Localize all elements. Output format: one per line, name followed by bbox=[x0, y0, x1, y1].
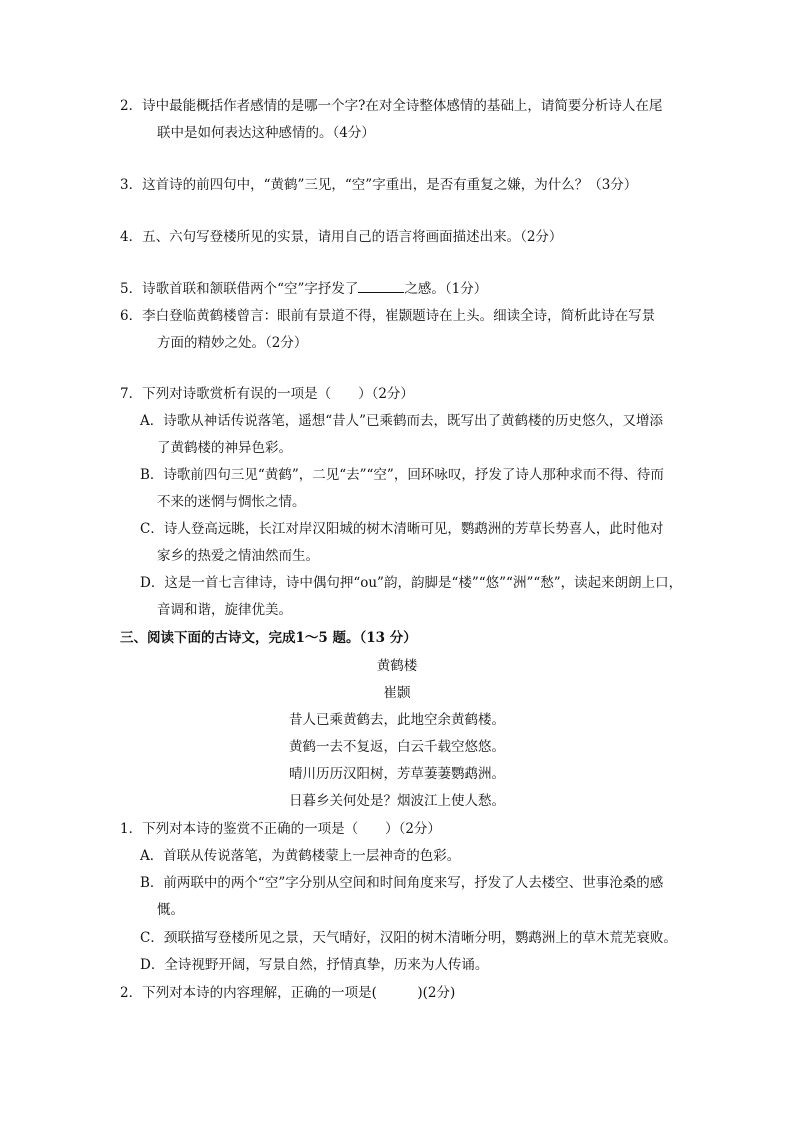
fill-in-blank bbox=[358, 280, 404, 293]
section-3-question-1-option-a: A．首联从传说落笔，为黄鹤楼蒙上一层神奇的色彩。 bbox=[140, 848, 461, 864]
section-3-question-1-option-c: C．颈联描写登楼所见之景，天气晴好，汉阳的树木清晰分明，鹦鹉洲上的草木荒芜衰败。 bbox=[140, 930, 677, 946]
question-7-stem: 7．下列对诗歌赏析有误的一项是（ ）（2分） bbox=[120, 386, 414, 402]
section-3-question-1-option-b-line-2: 慨。 bbox=[157, 902, 184, 918]
section-3-question-1-stem: 1．下列对本诗的鉴赏不正确的一项是（ ）（2分） bbox=[120, 821, 441, 837]
question-7-option-c-line-1: C．诗人登高远眺，长江对岸汉阳城的树木清晰可见，鹦鹉洲的芳草长势喜人，此时他对 bbox=[140, 521, 664, 537]
question-3: 3．这首诗的前四句中，“黄鹤”三见，“空”字重出，是否有重复之嫌，为什么？（3分） bbox=[120, 177, 638, 193]
section-3-question-2-stem: 2．下列对本诗的内容理解，正确的一项是( )(2分) bbox=[120, 985, 456, 1001]
question-4: 4．五、六句写登楼所见的实景，请用自己的语言将画面描述出来。（2分） bbox=[120, 229, 563, 245]
poem-line-3: 晴川历历汉阳树，芳草萋萋鹦鹉洲。 bbox=[289, 766, 505, 782]
question-7-option-c-line-2: 家乡的热爱之情油然而生。 bbox=[157, 548, 319, 564]
question-7-option-a-line-2: 了黄鹤楼的神异色彩。 bbox=[157, 440, 292, 456]
section-3-heading: 三、阅读下面的古诗文，完成1～5 题。（13 分） bbox=[120, 630, 417, 646]
question-5-before: 5．诗歌首联和颔联借两个“空”字抒发了 bbox=[120, 281, 359, 297]
question-5 bbox=[120, 280, 487, 298]
section-3-question-1-option-b-line-1: B．前两联中的两个“空”字分别从空间和时间角度来写，抒发了人去楼空、世事沧桑的感 bbox=[140, 875, 664, 891]
question-6-line-1: 6．李白登临黄鹤楼曾言：眼前有景道不得，崔颢题诗在上头。细读全诗，简析此诗在写景 bbox=[120, 308, 656, 324]
poem-line-4: 日暮乡关何处是？烟波江上使人愁。 bbox=[289, 793, 505, 809]
poem-line-2: 黄鹤一去不复返，白云千载空悠悠。 bbox=[289, 739, 505, 755]
question-7-option-d-line-1: D．这是一首七言律诗，诗中偶句押“ou”韵，韵脚是“楼”“悠”“洲”“愁”，读起来朗朗上口， bbox=[140, 575, 683, 591]
poem-line-1: 昔人已乘黄鹤去，此地空余黄鹤楼。 bbox=[289, 712, 505, 728]
question-7-option-a-line-1: A．诗歌从神话传说落笔，遥想“昔人”已乘鹤而去，既写出了黄鹤楼的历史悠久，又增添 bbox=[140, 413, 664, 429]
question-2-line-2: 联中是如何表达这种感情的。（4分） bbox=[157, 125, 375, 141]
poem-author: 崔颢 bbox=[383, 685, 411, 701]
question-7-option-b-line-1: B．诗歌前四句三见“黄鹤”，二见“去”“空”，回环咏叹，抒发了诗人那种求而不得、待而 bbox=[140, 467, 664, 483]
question-7-option-d-line-2: 音调和谐，旋律优美。 bbox=[157, 602, 292, 618]
question-6-line-2: 方面的精妙之处。（2分） bbox=[157, 335, 308, 351]
question-7-option-b-line-2: 不来的迷惘与惆怅之情。 bbox=[157, 494, 306, 510]
section-3-question-1-option-d: D．全诗视野开阔，写景自然，抒情真挚，历来为人传诵。 bbox=[140, 957, 489, 973]
question-5-after: 之感。（1分） bbox=[404, 281, 488, 297]
poem-title: 黄鹤楼 bbox=[376, 658, 418, 674]
question-2-line-1: 2．诗中最能概括作者感情的是哪一个字?在对全诗整体感情的基础上，请简要分析诗人在尾 bbox=[120, 98, 663, 114]
